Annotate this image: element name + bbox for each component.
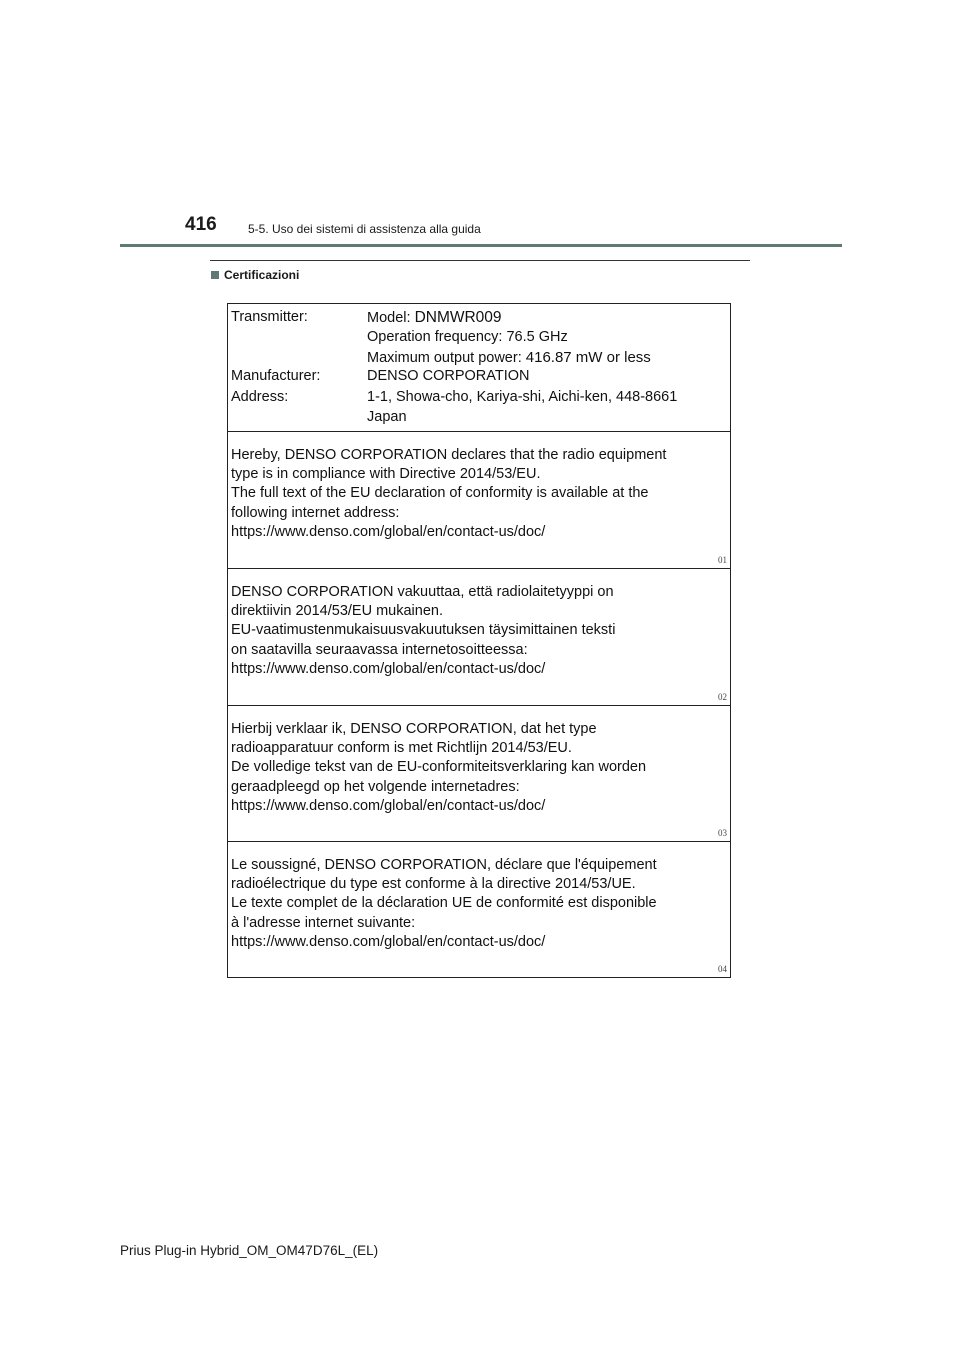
declaration-url: https://www.denso.com/global/en/contact-us/doc/ [231,523,546,540]
declaration-url: https://www.denso.com/global/en/contact-us/doc/ [231,660,546,677]
declaration-text [231,583,722,679]
declaration-block-04 [228,842,730,977]
declaration-text [231,720,722,816]
square-bullet-icon [211,271,219,279]
model-number: DNMWR009 [414,309,502,326]
declaration-line: Hereby, DENSO CORPORATION declares that the radio equipment [231,447,667,463]
block-code: 04 [718,964,727,974]
footer-document-id: Prius Plug-in Hybrid_OM_OM47D76L_(EL) [120,1243,379,1258]
declaration-text [231,856,722,952]
block-code: 01 [718,555,727,565]
address-line1: 1-1, Showa-cho, Kariya-shi, Aichi-ken, 448-8661 [367,389,678,405]
declaration-line: De volledige tekst van de EU-conformiteitsverklaring kan worden [231,759,647,776]
declaration-line: type is in compliance with Directive 2014/53/EU. [231,466,541,483]
declaration-line: The full text of the EU declaration of conformity is available at the [231,485,649,502]
declaration-block-03 [228,706,730,842]
declaration-block-02 [228,569,730,706]
declaration-line: Le texte complet de la déclaration UE de conformité est disponible [231,895,657,912]
declaration-line: à l'adresse internet suivante: [231,914,416,931]
address-line2: Japan [367,409,407,425]
declaration-block-01 [228,432,730,569]
declaration-line: DENSO CORPORATION vakuuttaa, että radiolaitetyyppi on [231,584,614,600]
model-label: Model: [367,310,411,326]
page-number: 416 [185,214,217,235]
section-title: 5-5. Uso dei sistemi di assistenza alla guida [248,222,481,236]
declaration-line: geraadpleegd op het volgende internetadres: [231,778,520,795]
header-rule [120,244,842,247]
declaration-line: following internet address: [231,504,400,521]
max-power [367,348,651,368]
subheading-text: Certificazioni [224,268,300,282]
declaration-line: radioélectrique du type est conforme à la directive 2014/53/UE. [231,876,636,893]
declaration-line: EU-vaatimustenmukaisuusvakuutuksen täysimittainen teksti [231,622,616,639]
transmitter-label: Transmitter: [231,309,308,325]
block-code: 03 [718,828,727,838]
max-power-label: Maximum output power: [367,350,522,366]
declaration-url: https://www.denso.com/global/en/contact-us/doc/ [231,797,546,814]
declaration-line: radioapparatuur conform is met Richtlijn 2014/53/EU. [231,740,572,757]
certificate-box [227,303,731,978]
declaration-url: https://www.denso.com/global/en/contact-us/doc/ [231,933,546,950]
specs-block [228,304,730,432]
block-code: 02 [718,692,727,702]
max-power-value: 416.87 mW or less [525,349,651,366]
declaration-line: Hierbij verklaar ik, DENSO CORPORATION, dat het type [231,721,597,737]
manufacturer-value: DENSO CORPORATION [367,368,530,384]
declaration-text [231,446,722,542]
model-value [367,308,502,328]
operation-frequency: Operation frequency: 76.5 GHz [367,329,568,345]
declaration-line: direktiivin 2014/53/EU mukainen. [231,603,443,620]
declaration-line: on saatavilla seuraavassa internetosoitteessa: [231,641,528,658]
subheading-rule [210,260,750,261]
manufacturer-label: Manufacturer: [231,368,321,384]
address-label: Address: [231,389,289,405]
subheading [211,268,299,282]
declaration-line: Le soussigné, DENSO CORPORATION, déclare que l'équipement [231,857,657,873]
